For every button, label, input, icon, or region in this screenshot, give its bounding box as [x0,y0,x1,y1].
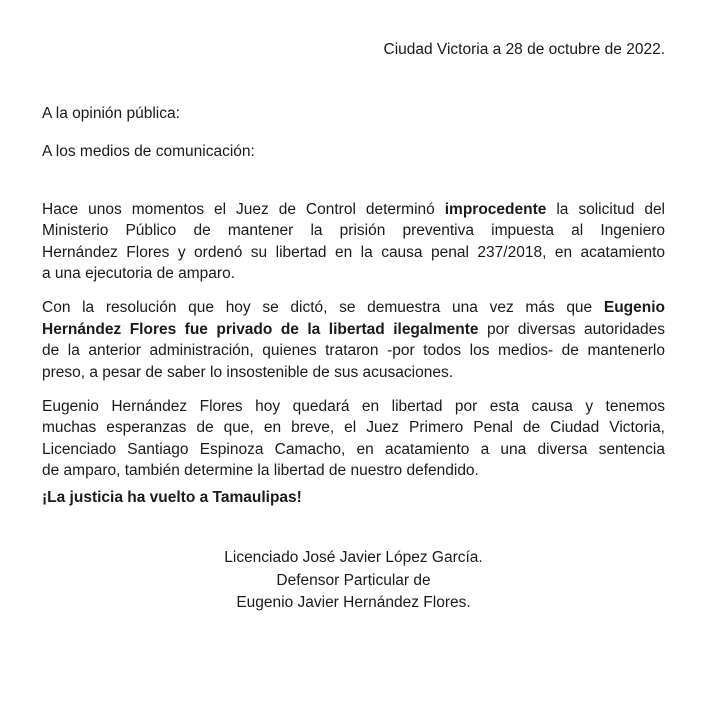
paragraph-line: de la anterior administración, quienes trataron -por todos los medios- de mantenerlo [42,342,665,359]
paragraph-line: Hace unos momentos el Juez de Control determinó improcedente la solicitud del [42,200,666,218]
paragraph-line: Eugenio Hernández Flores hoy quedará en libertad por esta causa y tenemos [42,397,665,415]
paragraph [42,396,665,482]
signature-line: Defensor Particular de [276,571,431,589]
paragraph-line: Hernández Flores fue privado de la libertad ilegalmente por diversas autoridades [42,320,665,338]
paragraph-line: Con la resolución que hoy se dictó, se demuestra una vez más que Eugenio [42,299,665,316]
paragraph-line: muchas esperanzas de que, en breve, el Juez Primero Penal de Ciudad Victoria, [42,419,665,436]
signature-block [42,547,665,615]
paragraph-line: de amparo, también determine la libertad de nuestro defendido. [42,462,479,479]
signature-line: Licenciado José Javier López García. [224,549,483,566]
paragraph-line: preso, a pesar de saber lo insostenible de sus acusaciones. [42,363,453,381]
paragraph [42,297,665,383]
body-paragraphs [42,199,665,482]
slogan: ¡La justicia ha vuelto a Tamaulipas! [42,488,302,506]
paragraph-line: Hernández Flores y ordenó su libertad en la causa penal 237/2018, en acatamiento [42,243,665,261]
paragraph-line: Ministerio Público de mantener la prisión preventiva impuesta al Ingeniero [42,222,665,239]
signature-line: Eugenio Javier Hernández Flores. [236,594,471,611]
paragraph-line: Licenciado Santiago Espinoza Camacho, en acatamiento a una diversa sentencia [42,440,665,458]
salutations [42,103,665,163]
paragraph [42,199,665,285]
dateline: Ciudad Victoria a 28 de octubre de 2022. [383,41,665,58]
salutation-line: A la opinión pública: [42,104,180,122]
salutation-line: A los medios de comunicación: [42,143,255,160]
paragraph-line: a una ejecutoria de amparo. [42,265,236,282]
